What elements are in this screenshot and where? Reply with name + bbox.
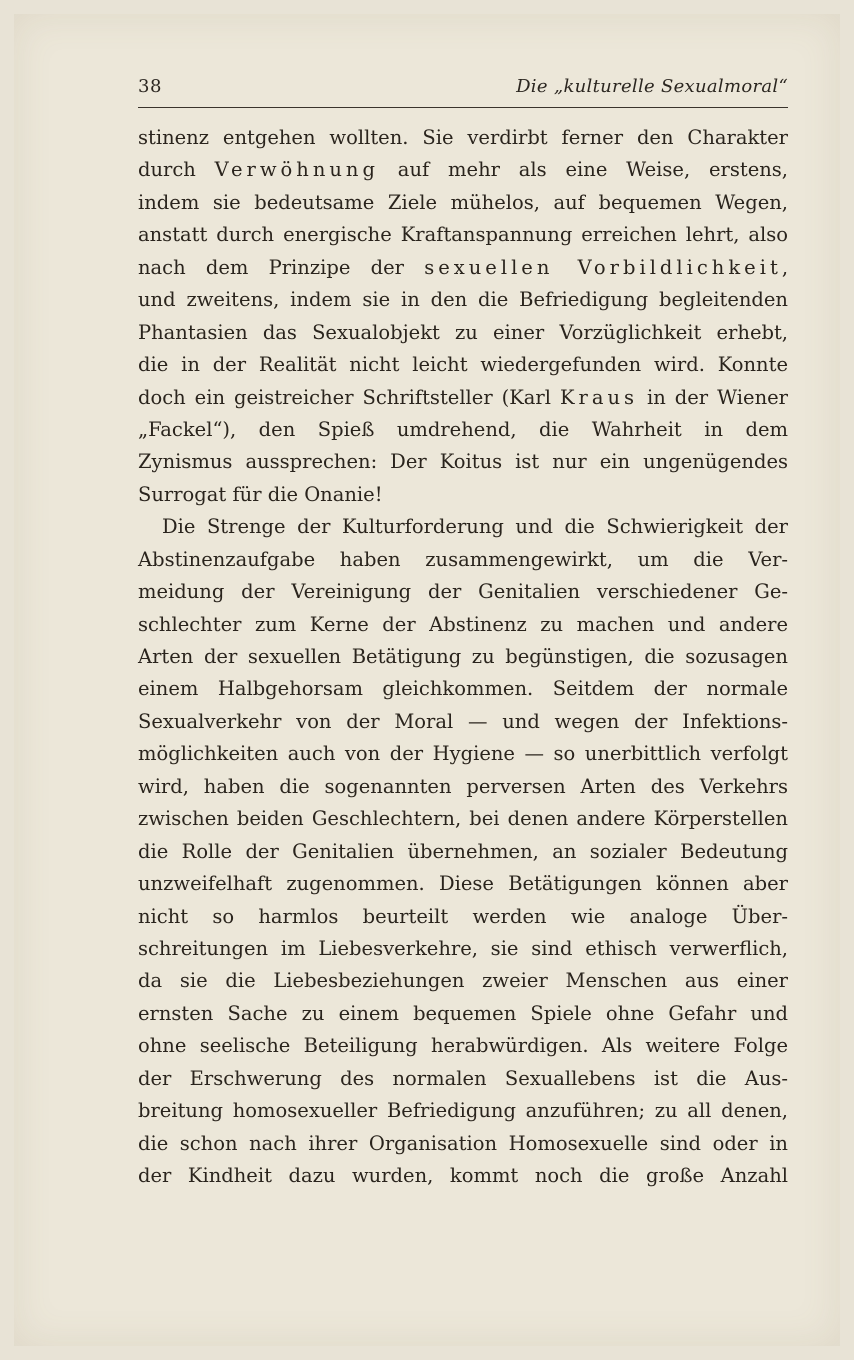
- text-line: ernsten Sache zu einem bequemen Spiele ohne Gefahr und: [138, 1001, 788, 1025]
- text-line: indem sie bedeutsame Ziele mühelos, auf bequemen Wegen,: [138, 190, 788, 214]
- text-line: ohne seelische Beteiligung herabwürdigen. Als weitere Folge: [138, 1034, 788, 1058]
- text-line: „Fackel“), den Spieß umdrehend, die Wahrheit in dem: [138, 417, 788, 441]
- text-line: zwischen beiden Geschlechtern, bei denen andere Körperstellen: [138, 807, 788, 831]
- page-number: 38: [138, 76, 162, 97]
- header-rule: [138, 107, 788, 108]
- text-line: Phantasien das Sexualobjekt zu einer Vorzüglichkeit erhebt,: [138, 320, 788, 344]
- text-line: Zynismus aussprechen: Der Koitus ist nur ein ungenügendes: [138, 450, 788, 474]
- text-line: anstatt durch energische Kraftanspannung erreichen lehrt, also: [138, 223, 788, 247]
- text-line: schreitungen im Liebesverkehre, sie sind ethisch verwerflich,: [138, 936, 788, 960]
- text-line: einem Halbgehorsam gleichkommen. Seitdem der normale: [138, 677, 788, 701]
- text-line: die schon nach ihrer Organisation Homosexuelle sind oder in: [138, 1131, 788, 1155]
- text-line: durch Verwöhnung auf mehr als eine Weise, erstens,: [138, 158, 788, 182]
- text-line: und zweitens, indem sie in den die Befriedigung begleitenden: [138, 288, 788, 312]
- spaced-emphasis: sexuellen Vorbildlichkeit: [424, 255, 782, 279]
- text-line: Sexualverkehr von der Moral — und wegen der Infektions-: [138, 709, 788, 733]
- text-line: meidung der Vereinigung der Genitalien verschiedener Ge-: [138, 580, 788, 604]
- text-line: der Erschwerung des normalen Sexuallebens ist die Aus-: [138, 1066, 788, 1090]
- text-line: Surrogat für die Onanie!: [138, 482, 383, 506]
- text-line: Arten der sexuellen Betätigung zu begünstigen, die sozusagen: [138, 645, 788, 668]
- text-line: da sie die Liebesbeziehungen zweier Menschen aus einer: [138, 969, 788, 993]
- text-line: die Rolle der Genitalien übernehmen, an sozialer Bedeutung: [138, 839, 788, 863]
- body-text: [138, 122, 788, 1192]
- text-line: stinenz entgehen wollten. Sie verdirbt ferner den Charakter: [138, 126, 788, 149]
- text-line: die in der Realität nicht leicht wiedergefunden wird. Konnte: [138, 353, 788, 377]
- text-line: nach dem Prinzipe der sexuellen Vorbildlichkeit,: [138, 255, 789, 279]
- text-line: Die Strenge der Kulturforderung und die Schwierigkeit der: [162, 515, 788, 539]
- spaced-emphasis: Kraus: [559, 385, 639, 409]
- spaced-emphasis: Verwöhnung: [214, 158, 379, 182]
- text-line: breitung homosexueller Befriedigung anzuführen; zu all denen,: [138, 1099, 788, 1123]
- running-head: [138, 76, 788, 106]
- running-title: Die „kulturelle Sexualmoral“: [516, 76, 788, 97]
- text-line: möglichkeiten auch von der Hygiene — so unerbittlich verfolgt: [138, 742, 788, 766]
- text-line: nicht so harmlos beurteilt werden wie analoge Über-: [138, 904, 788, 928]
- text-line: unzweifelhaft zugenommen. Diese Betätigungen können aber: [138, 872, 788, 896]
- text-line: doch ein geistreicher Schriftsteller (Karl Kraus in der Wiener: [138, 385, 788, 409]
- text-line: Abstinenzaufgabe haben zusammengewirkt, um die Ver-: [138, 547, 788, 571]
- text-line: der Kindheit dazu wurden, kommt noch die große Anzahl: [138, 1164, 788, 1187]
- text-line: wird, haben die sogenannten perversen Arten des Verkehrs: [138, 774, 788, 798]
- text-line: schlechter zum Kerne der Abstinenz zu machen und andere: [138, 612, 788, 636]
